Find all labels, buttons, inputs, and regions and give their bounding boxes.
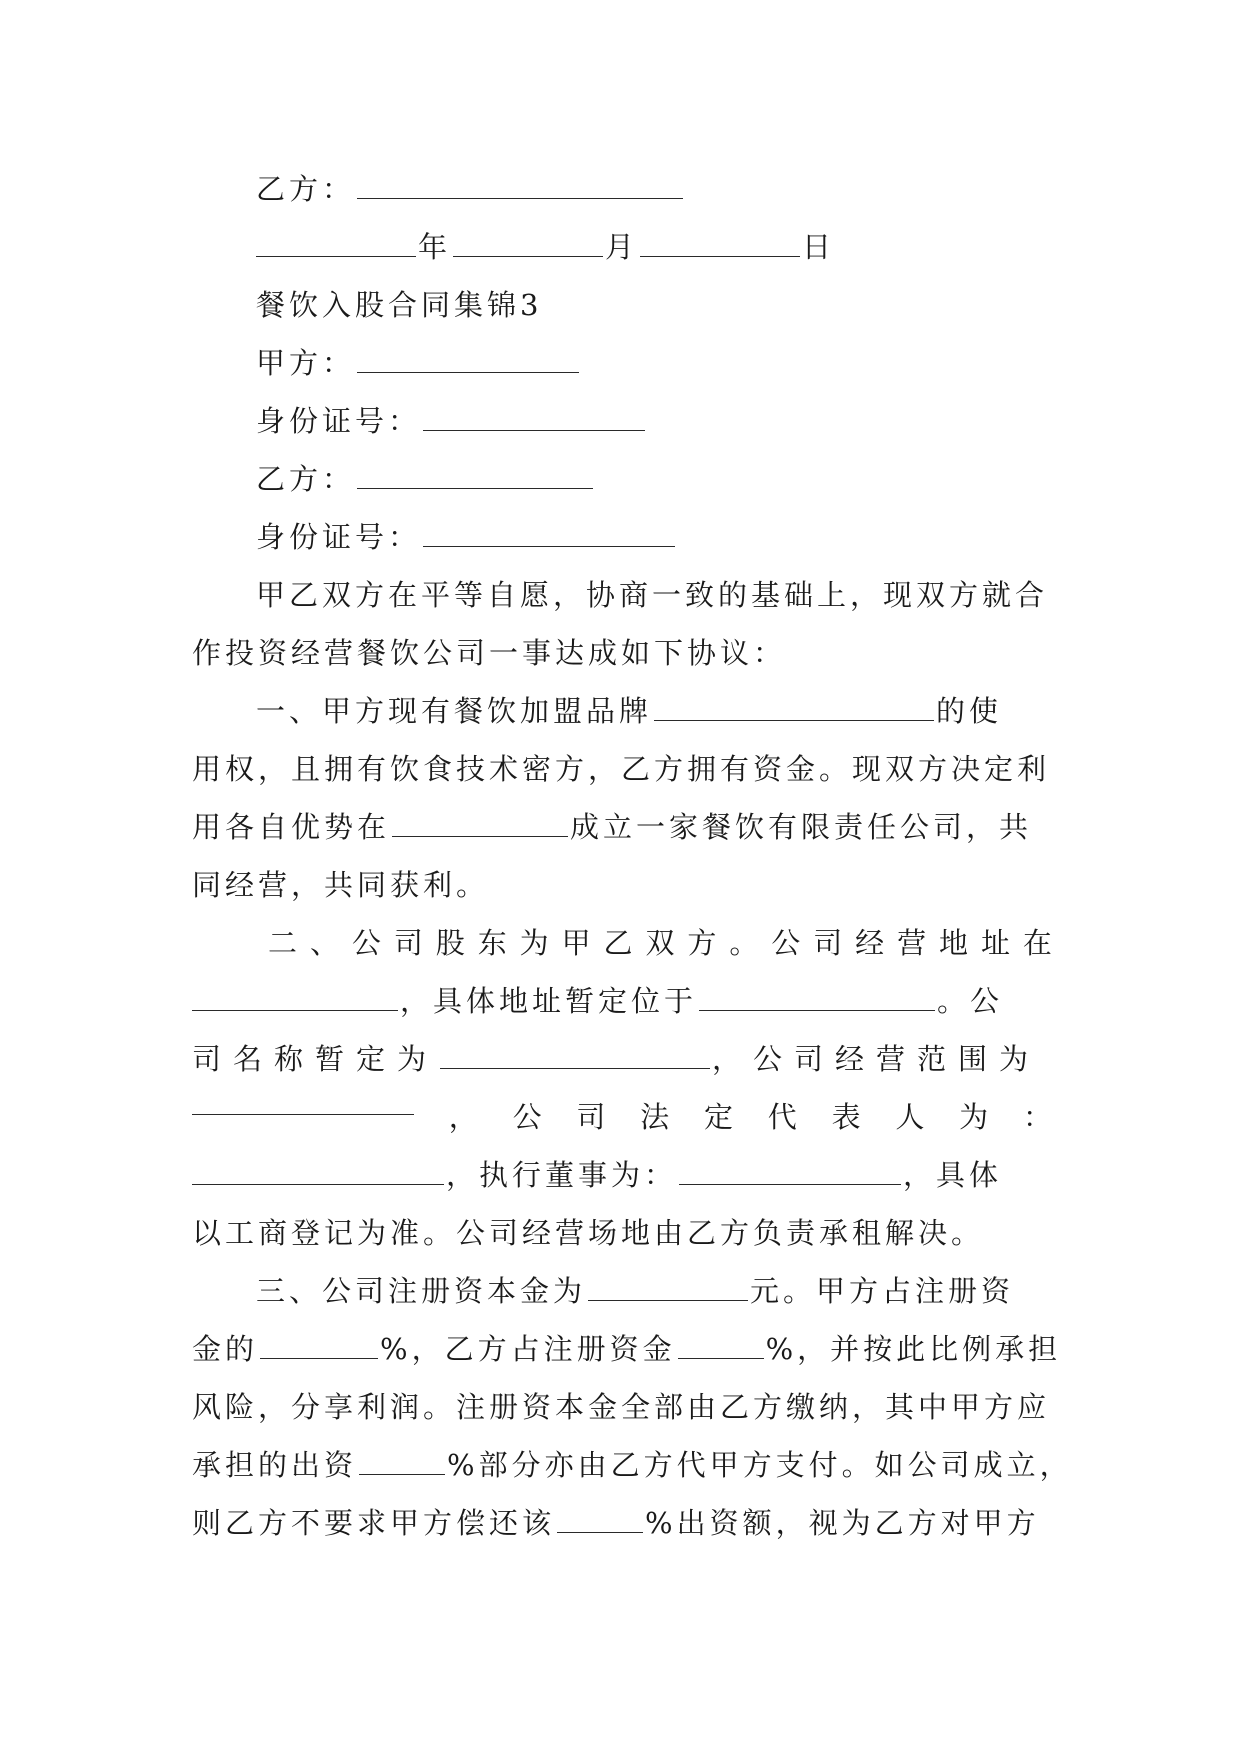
brand-blank xyxy=(654,694,934,721)
c2-char: 司 xyxy=(393,926,423,960)
day-blank xyxy=(640,230,800,257)
c2-char: 经 xyxy=(855,926,885,960)
year-label: 年 xyxy=(418,230,452,264)
clause-3-line-4 xyxy=(192,1436,1073,1494)
date-line xyxy=(192,218,1052,276)
clause-2-text-a: ，具体地址暂定位于 xyxy=(400,984,698,1018)
c2-char: 乙 xyxy=(603,926,633,960)
clause-2-text-b: 。公 xyxy=(937,984,1004,1018)
clause-3-text-f: 承担的出资 xyxy=(192,1448,358,1482)
c2-char: 甲 xyxy=(561,926,591,960)
clause-1-text-b: 的使 xyxy=(936,694,1003,728)
c2-char: 代 xyxy=(767,1100,797,1134)
section-title: 餐饮入股合同集锦3 xyxy=(256,288,543,322)
day-label: 日 xyxy=(802,230,836,264)
id-label-2: 身份证号： xyxy=(256,520,422,554)
repayment-blank xyxy=(557,1506,643,1533)
clause-3-line-2 xyxy=(192,1320,1062,1378)
clause-3-text-a: 三、公司注册资本金为 xyxy=(256,1274,587,1308)
c2-char: 法 xyxy=(640,1100,670,1134)
director-blank xyxy=(679,1158,901,1185)
clause-2-text-e: ，执行董事为： xyxy=(446,1158,678,1192)
party-b-signature-line xyxy=(192,160,1052,218)
clause-3-line-5 xyxy=(192,1494,1052,1552)
clause-2-line-6: 以工商登记为准。公司经营场地由乙方负责承租解决。 xyxy=(192,1216,985,1250)
clause-3-text-h: 则乙方不要求甲方偿还该 xyxy=(192,1506,556,1540)
clause-3-line-1 xyxy=(192,1262,1052,1320)
clause-2-line-5 xyxy=(192,1146,1052,1204)
legal-rep-blank xyxy=(192,1158,444,1185)
clause-2-text-f: ，具体 xyxy=(903,1158,1003,1192)
month-label: 月 xyxy=(605,230,639,264)
clause-3-line-3: 风险，分享利润。注册资本金全部由乙方缴纳，其中甲方应 xyxy=(192,1390,1051,1424)
clause-1-line-2: 用权，且拥有饮食技术密方，乙方拥有资金。现双方决定利 xyxy=(192,752,1051,786)
clause-1-text-d: 成立一家餐饮有限责任公司，共 xyxy=(570,810,1033,844)
address-city-blank xyxy=(192,984,398,1011)
party-b-share-blank xyxy=(678,1332,764,1359)
c2-char: ： xyxy=(1022,1100,1052,1134)
clause-3-text-g: %部分亦由乙方代甲方支付。如公司成立， xyxy=(447,1448,1073,1482)
c2-char: 司 xyxy=(576,1100,606,1134)
capital-blank xyxy=(588,1274,748,1301)
c2-char: 公 xyxy=(771,926,801,960)
party-b-name-blank xyxy=(357,462,593,489)
clause-2-line-3 xyxy=(192,1030,1052,1088)
clause-3-text-c: 金的 xyxy=(192,1332,259,1366)
party-b-line xyxy=(192,450,1052,508)
party-a-blank xyxy=(357,346,579,373)
clause-2-line-4 xyxy=(192,1088,1052,1146)
c2-char: 营 xyxy=(897,926,927,960)
party-b-blank xyxy=(357,172,683,199)
clause-3-text-e: %，并按此比例承担 xyxy=(765,1332,1062,1366)
intro-line-2: 作投资经营餐饮公司一事达成如下协议： xyxy=(192,636,787,670)
clause-1-text-c: 用各自优势在 xyxy=(192,810,391,844)
party-a-id-line xyxy=(192,392,1052,450)
clause-2-line-1 xyxy=(192,914,1052,972)
clause-3-text-i: %出资额，视为乙方对甲方 xyxy=(645,1506,1040,1540)
contribution-blank xyxy=(359,1448,445,1475)
party-a-line xyxy=(192,334,1052,392)
c2-char: 公 xyxy=(351,926,381,960)
clause-2-text-c: 司名称暂定为 xyxy=(192,1042,439,1076)
party-a-id-blank xyxy=(423,404,645,431)
c2-char: 双 xyxy=(645,926,675,960)
clause-3-text-b: 元。甲方占注册资 xyxy=(750,1274,1015,1308)
party-b-label: 乙方： xyxy=(256,172,356,206)
c2-char: 在 xyxy=(1022,926,1052,960)
intro-line-1: 甲乙双方在平等自愿，协商一致的基础上，现双方就合 xyxy=(256,578,1049,612)
c2-char: 地 xyxy=(939,926,969,960)
clause-1-text-a: 一、甲方现有餐饮加盟品牌 xyxy=(256,694,653,728)
clause-3-text-d: %，乙方占注册资金 xyxy=(380,1332,676,1366)
business-scope-blank xyxy=(192,1088,414,1115)
c2-char: 二 xyxy=(268,926,298,960)
c2-char: 股 xyxy=(435,926,465,960)
c2-char: 东 xyxy=(477,926,507,960)
clause-2-line-2 xyxy=(192,972,1052,1030)
company-name-blank xyxy=(440,1042,710,1069)
c2-char: 方 xyxy=(687,926,717,960)
c2-char: 。 xyxy=(729,926,759,960)
c2-char: 司 xyxy=(813,926,843,960)
id-label: 身份证号： xyxy=(256,404,422,438)
clause-1-line-1 xyxy=(192,682,1052,740)
clause-1-line-3 xyxy=(192,798,1052,856)
year-blank xyxy=(256,230,416,257)
c2-char: 定 xyxy=(703,1100,733,1134)
location-blank xyxy=(392,810,568,837)
clause-1-line-4: 同经营，共同获利。 xyxy=(192,868,490,902)
party-b-id-blank xyxy=(423,520,675,547)
month-blank xyxy=(453,230,603,257)
c2-char: 表 xyxy=(831,1100,861,1134)
party-b-id-line xyxy=(192,508,1052,566)
clause-2-text-d: ，公司经营范围为 xyxy=(712,1042,1041,1076)
c2-char: 公 xyxy=(512,1100,542,1134)
c2-char: ， xyxy=(448,1100,478,1134)
party-b-label-2: 乙方： xyxy=(256,462,356,496)
document-page xyxy=(192,160,1073,1552)
party-a-label: 甲方： xyxy=(256,346,356,380)
c2-char: 址 xyxy=(980,926,1010,960)
c2-char: 人 xyxy=(895,1100,925,1134)
party-a-share-blank xyxy=(260,1332,378,1359)
c2-char: 为 xyxy=(959,1100,989,1134)
address-detail-blank xyxy=(699,984,935,1011)
c2-char: 、 xyxy=(309,926,339,960)
c2-char: 为 xyxy=(519,926,549,960)
